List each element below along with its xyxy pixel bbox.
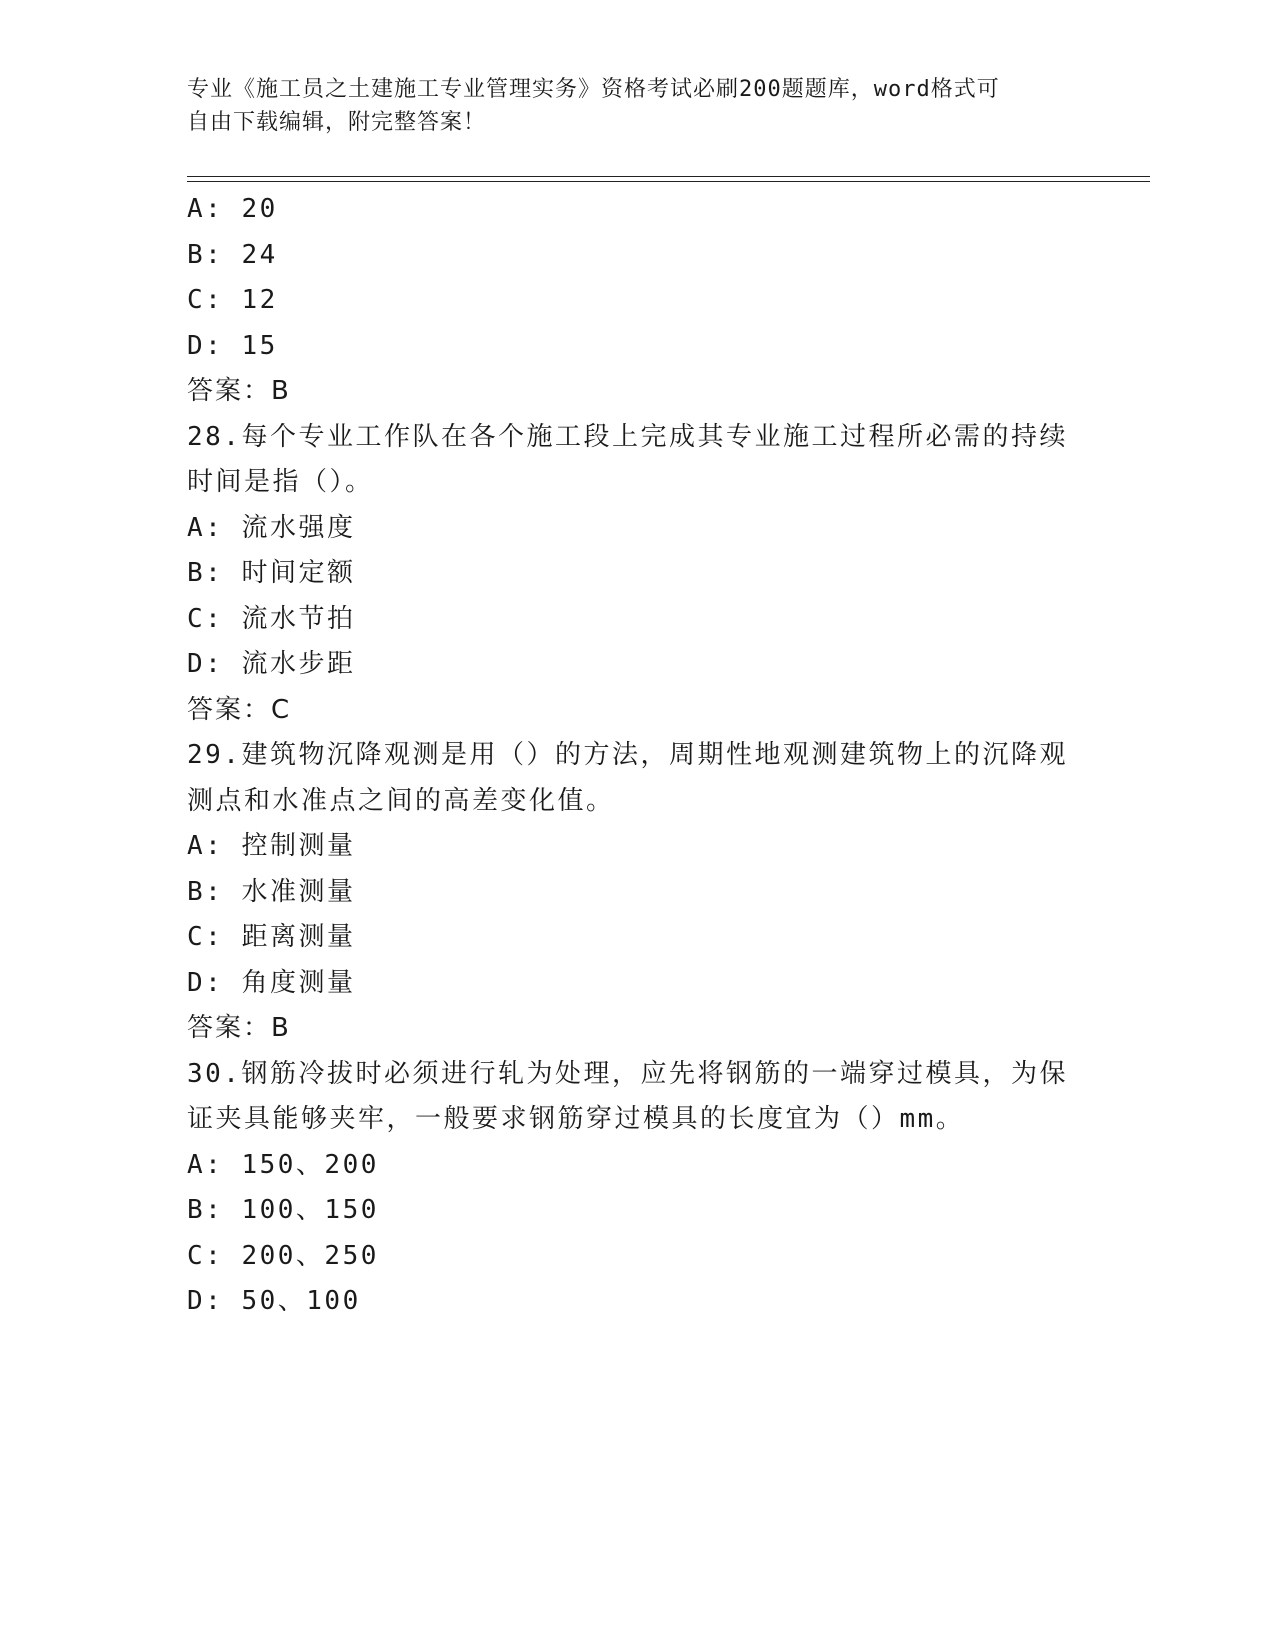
question-list xyxy=(187,187,1087,1325)
option-d: D: 15 xyxy=(187,330,278,361)
question-30-text-line-2: 证夹具能够夹牢，一般要求钢筋穿过模具的长度宜为（）mm。 xyxy=(187,1104,965,1134)
header-rule-top xyxy=(187,176,1150,177)
question-30-block xyxy=(187,1052,1087,1325)
option-b: B: 100、150 xyxy=(187,1195,379,1225)
question-29-text-line-1: 29.建筑物沉降观测是用（）的方法，周期性地观测建筑物上的沉降观 xyxy=(187,740,1068,770)
header-line-1: 专业《施工员之土建施工专业管理实务》资格考试必刷200题题库，word格式可 xyxy=(187,77,1000,102)
option-a: A: 流水强度 xyxy=(187,512,356,543)
option-a: A: 20 xyxy=(187,194,278,224)
question-29-block xyxy=(187,733,1087,1052)
question-27-block xyxy=(187,187,1087,415)
question-28-block xyxy=(187,415,1087,734)
answer-line: 答案：B xyxy=(187,1013,291,1043)
option-a: A: 150、200 xyxy=(187,1149,379,1180)
option-c: C: 距离测量 xyxy=(187,922,356,952)
option-d: D: 50、100 xyxy=(187,1286,361,1316)
question-28-text-line-2: 时间是指（）。 xyxy=(187,467,374,497)
option-c: C: 12 xyxy=(187,285,278,315)
option-b: B: 水准测量 xyxy=(187,876,356,907)
question-29-text-line-2: 测点和水准点之间的高差变化值。 xyxy=(187,785,615,816)
option-d: D: 流水步距 xyxy=(187,649,356,679)
answer-line: 答案：C xyxy=(187,694,292,725)
option-d: D: 角度测量 xyxy=(187,967,356,998)
option-b: B: 时间定额 xyxy=(187,558,356,588)
question-28-text-line-1: 28.每个专业工作队在各个施工段上完成其专业施工过程所必需的持续 xyxy=(187,421,1068,452)
header-rule-bottom xyxy=(187,181,1150,182)
option-c: C: 200、250 xyxy=(187,1240,379,1271)
question-30-text-line-1: 30.钢筋冷拔时必须进行轧为处理，应先将钢筋的一端穿过模具，为保 xyxy=(187,1058,1068,1089)
document-header xyxy=(187,73,1087,139)
header-line-2: 自由下载编辑，附完整答案！ xyxy=(187,110,487,135)
option-b: B: 24 xyxy=(187,239,278,270)
answer-line: 答案：B xyxy=(187,376,291,406)
option-c: C: 流水节拍 xyxy=(187,603,356,634)
option-a: A: 控制测量 xyxy=(187,831,356,861)
